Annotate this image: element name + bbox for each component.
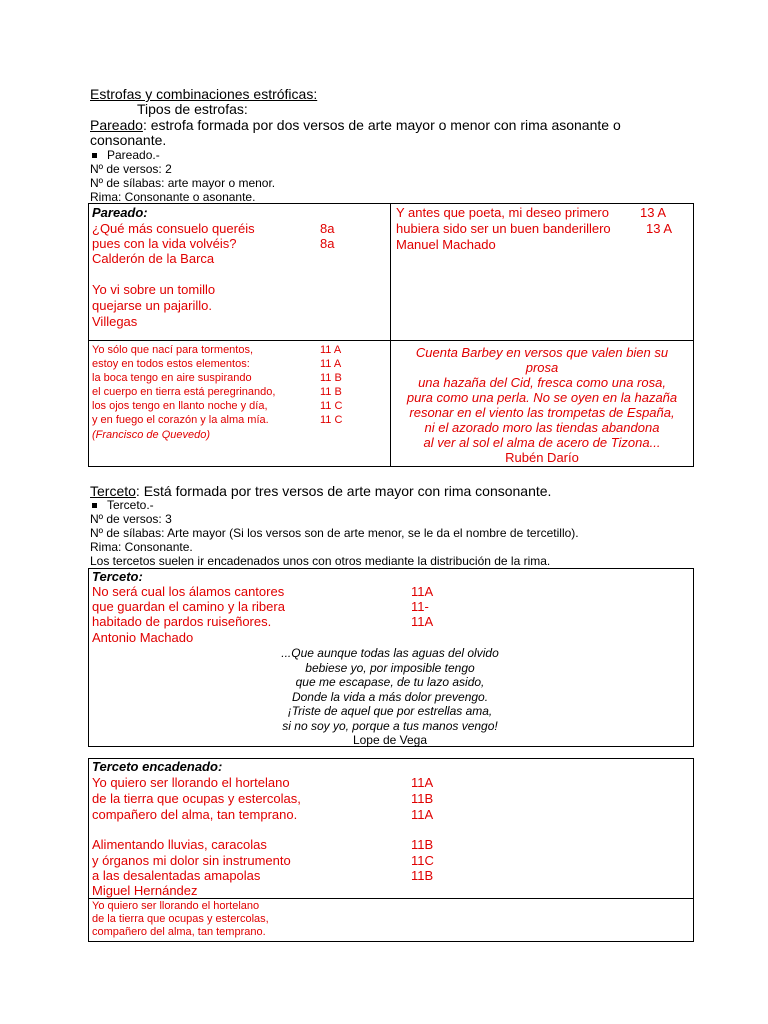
poem-line: al ver al sol el alma de acero de Tizona... <box>423 435 661 450</box>
terceto-definition-text: : Está formada por tres versos de arte mayor con rima consonante. <box>135 483 552 499</box>
poem-line: compañero del alma, tan temprano. <box>92 807 298 822</box>
meter-label: 13 A <box>640 205 667 220</box>
terceto-bullet-label: Terceto.- <box>107 498 154 512</box>
meter-label: 11 A <box>320 358 342 370</box>
poem-line: prosa <box>525 360 559 375</box>
poem-line: la boca tengo en aire suspirando <box>92 372 252 384</box>
meter-label: 8a <box>320 221 335 236</box>
poem-author: Manuel Machado <box>396 237 496 252</box>
poem-line: ¿Qué más consuelo queréis <box>92 221 255 236</box>
poem-line: que me escapase, de tu lazo asido, <box>295 675 485 689</box>
poem-line: de la tierra que ocupas y estercolas, <box>92 791 301 806</box>
poem-line: Yo quiero ser llorando el hortelano <box>92 775 290 790</box>
dario-poem <box>392 345 692 465</box>
pareado-box-heading: Pareado: <box>92 205 148 220</box>
page-title: Estrofas y combinaciones estróficas: <box>90 86 318 102</box>
meter-label: 11B <box>411 791 434 806</box>
poem-line: compañero del alma, tan temprano. <box>92 926 266 938</box>
poem-line: Y antes que poeta, mi deseo primero <box>396 205 609 220</box>
bullet-icon <box>92 503 97 508</box>
poem-line: bebiese yo, por imposible tengo <box>305 660 475 675</box>
pareado-silabas: Nº de sílabas: arte mayor o menor. <box>90 176 276 190</box>
terceto-box-heading: Terceto: <box>92 569 143 584</box>
poem-line: estoy en todos estos elementos: <box>92 358 250 370</box>
pareado-term: Pareado <box>90 117 143 133</box>
poem-line: pura como una perla. No se oyen en la hazaña <box>406 390 678 405</box>
poem-line: resonar en el viento las trompetas de España, <box>409 405 675 420</box>
subtitle: Tipos de estrofas: <box>137 101 248 117</box>
poem-line: ...Que aunque todas las aguas del olvido <box>281 646 499 660</box>
terceto-rima: Rima: Consonante. <box>90 540 193 554</box>
poem-line: Yo vi sobre un tomillo <box>92 282 216 297</box>
poem-line: los ojos tengo en llanto noche y día, <box>92 400 268 412</box>
poem-line: Alimentando lluvias, caracolas <box>92 837 267 852</box>
meter-label: 11 B <box>320 372 342 384</box>
poem-author: Villegas <box>92 314 138 329</box>
lope-poem <box>240 646 540 748</box>
meter-label: 11A <box>411 775 434 790</box>
terceto-silabas: Nº de sílabas: Arte mayor (Si los versos son de arte menor, se le da el nombre de tercetillo). <box>90 526 579 540</box>
poem-line: No será cual los álamos cantores <box>92 584 285 599</box>
poem-line: hubiera sido ser un buen banderillero <box>396 221 611 236</box>
poem-line: y órganos mi dolor sin instrumento <box>92 853 291 868</box>
meter-label: 11B <box>411 837 434 852</box>
poem-line: a las desalentadas amapolas <box>92 868 261 883</box>
poem-line: si no soy yo, porque a tus manos vengo! <box>282 718 498 733</box>
poem-line: el cuerpo en tierra está peregrinando, <box>92 386 276 398</box>
meter-label: 13 A <box>646 221 673 236</box>
column-divider <box>390 203 391 467</box>
pareado-versos: Nº de versos: 2 <box>90 162 172 176</box>
meter-label: 11 A <box>320 344 342 356</box>
poem-line: habitado de pardos ruiseñores. <box>92 614 272 629</box>
meter-label: 11 B <box>320 386 342 398</box>
poem-line: Yo quiero ser llorando el hortelano <box>92 900 260 912</box>
bullet-icon <box>92 153 97 158</box>
poem-line: una hazaña del Cid, fresca como una rosa, <box>418 375 666 390</box>
poem-author: Miguel Hernández <box>92 883 198 898</box>
terceto-versos: Nº de versos: 3 <box>90 512 172 526</box>
pareado-definition-text: : estrofa formada por dos versos de arte mayor o menor con rima asonante o <box>142 117 621 133</box>
encadenado-heading: Terceto encadenado: <box>92 759 223 774</box>
poem-line: de la tierra que ocupas y estercolas, <box>92 913 269 925</box>
pareado-bullet <box>90 148 160 162</box>
meter-label: 11A <box>411 614 434 629</box>
poem-line: pues con la vida volvéis? <box>92 236 237 251</box>
row-divider <box>88 340 694 341</box>
poem-author: (Francisco de Quevedo) <box>92 429 210 441</box>
pareado-bullet-label: Pareado.- <box>107 148 160 162</box>
meter-label: 11- <box>411 599 429 614</box>
meter-label: 11B <box>411 868 434 883</box>
terceto-bullet <box>90 498 154 512</box>
pareado-definition <box>90 117 665 133</box>
pareado-definition-cont: consonante. <box>90 132 167 148</box>
terceto-note: Los tercetos suelen ir encadenados unos con otros mediante la distribución de la rima. <box>90 554 551 568</box>
terceto-definition <box>90 483 551 499</box>
meter-label: 11C <box>411 853 434 868</box>
row-divider <box>88 898 694 899</box>
meter-label: 11A <box>411 807 434 822</box>
poem-line: y en fuego el corazón y la alma mía. <box>92 414 269 426</box>
meter-label: 11 C <box>320 400 343 412</box>
poem-line: Yo sólo que nací para tormentos, <box>92 344 254 356</box>
poem-author: Lope de Vega <box>352 733 428 747</box>
poem-line: quejarse un pajarillo. <box>92 298 212 313</box>
poem-author: Antonio Machado <box>92 630 194 645</box>
pareado-rima: Rima: Consonante o asonante. <box>90 190 256 204</box>
meter-label: 11A <box>411 584 434 599</box>
poem-line: ni el azorado moro las tiendas abandona <box>424 420 660 435</box>
poem-line: que guardan el camino y la ribera <box>92 599 285 614</box>
poem-line: Donde la vida a más dolor prevengo. <box>291 689 489 704</box>
terceto-term: Terceto <box>90 483 136 499</box>
poem-author: Calderón de la Barca <box>92 251 215 266</box>
poem-line: Cuenta Barbey en versos que valen bien su <box>415 345 669 360</box>
meter-label: 11 C <box>320 414 343 426</box>
poem-author: Rubén Darío <box>505 450 579 465</box>
meter-label: 8a <box>320 236 335 251</box>
poem-line: ¡Triste de aquel que por estrellas ama, <box>287 704 493 718</box>
